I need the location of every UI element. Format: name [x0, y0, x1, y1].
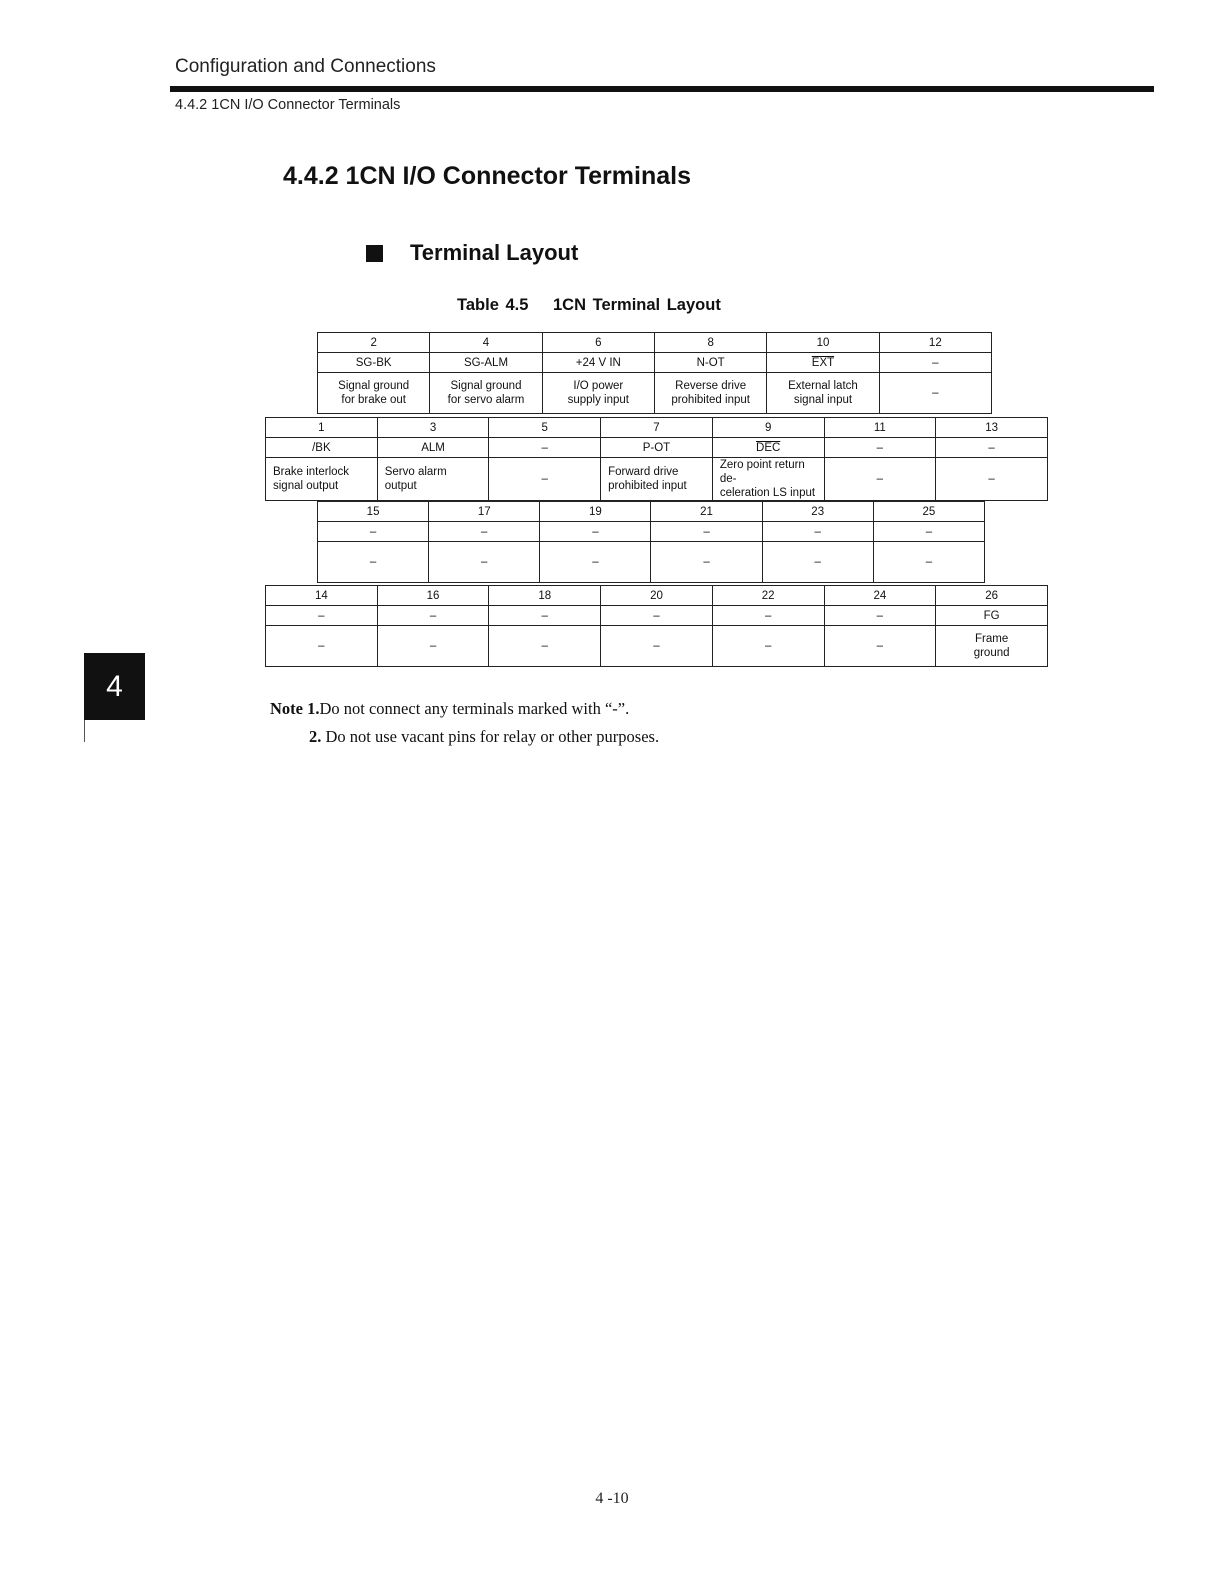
signal-description: –: [377, 626, 489, 667]
chapter-tab: 4: [84, 653, 145, 720]
page-number: 4 -10: [595, 1490, 629, 1507]
signal-name-row: [318, 353, 992, 373]
pin-number: 26: [936, 586, 1048, 606]
signal-description: I/O power supply input: [542, 373, 654, 414]
signal-description: –: [266, 626, 378, 667]
header-rule: [170, 86, 1154, 92]
chapter-tab-rule: [84, 720, 85, 742]
signal-name: P-OT: [601, 438, 713, 458]
signal-name: –: [712, 606, 824, 626]
section-title: 4.4.2 1CN I/O Connector Terminals: [283, 162, 691, 190]
signal-description: –: [936, 458, 1048, 501]
pin-number: 15: [318, 502, 429, 522]
signal-description: –: [601, 626, 713, 667]
signal-name: SG-BK: [318, 353, 430, 373]
pin-number: 23: [762, 502, 873, 522]
square-bullet-icon: [366, 245, 383, 262]
pin-number: 14: [266, 586, 378, 606]
pin-number: 16: [377, 586, 489, 606]
terminal-row-even-top: [317, 332, 992, 414]
terminal-row-odd-top: [265, 417, 1048, 501]
signal-description: Signal ground for servo alarm: [430, 373, 542, 414]
signal-name: SG-ALM: [430, 353, 542, 373]
signal-description: Forward drive prohibited input: [601, 458, 713, 501]
sub-title-text: Terminal Layout: [410, 240, 579, 265]
signal-description: External latch signal input: [767, 373, 879, 414]
signal-description: –: [762, 542, 873, 583]
description-row: [318, 542, 985, 583]
pin-number-row: [318, 333, 992, 353]
pin-number: 22: [712, 586, 824, 606]
pin-number: 17: [429, 502, 540, 522]
description-row: [266, 626, 1048, 667]
description-row: [266, 458, 1048, 501]
pin-number: 18: [489, 586, 601, 606]
table-caption-title: 1CN Terminal Layout: [553, 296, 721, 314]
signal-description: –: [489, 626, 601, 667]
signal-description: –: [489, 458, 601, 501]
signal-name: /BK: [266, 438, 378, 458]
pin-number: 9: [712, 418, 824, 438]
signal-name-row: [318, 522, 985, 542]
pin-number: 2: [318, 333, 430, 353]
signal-description: –: [712, 626, 824, 667]
signal-name: –: [489, 438, 601, 458]
pin-number: 11: [824, 418, 936, 438]
signal-description: –: [540, 542, 651, 583]
pin-number-row: [266, 586, 1048, 606]
running-header-subsection: 4.4.2 1CN I/O Connector Terminals: [175, 97, 401, 113]
terminal-row-odd-bottom: [317, 501, 985, 583]
note-2-text: Do not use vacant pins for relay or other purposes.: [325, 727, 660, 746]
description-row: [318, 373, 992, 414]
signal-name: –: [762, 522, 873, 542]
pin-number: 21: [651, 502, 762, 522]
signal-description: Frame ground: [936, 626, 1048, 667]
signal-name: $\overline{DEC}$: [712, 438, 824, 458]
pin-number: 25: [873, 502, 984, 522]
pin-number-row: [318, 502, 985, 522]
signal-description: –: [824, 626, 936, 667]
pin-number: 10: [767, 333, 879, 353]
pin-number: 4: [430, 333, 542, 353]
pin-number: 7: [601, 418, 713, 438]
pin-number: 24: [824, 586, 936, 606]
pin-number: 8: [654, 333, 766, 353]
terminal-row-even-bottom: [265, 585, 1048, 667]
pin-number-row: [266, 418, 1048, 438]
signal-description: Brake interlock signal output: [266, 458, 378, 501]
signal-name: –: [266, 606, 378, 626]
signal-description: –: [824, 458, 936, 501]
signal-description: Servo alarm output: [377, 458, 489, 501]
signal-description: Zero point return de- celeration LS input: [712, 458, 824, 501]
sub-title: [366, 240, 578, 266]
signal-name: –: [651, 522, 762, 542]
note-1-text: Do not connect any terminals marked with “-”.: [319, 699, 630, 718]
signal-description: –: [429, 542, 540, 583]
signal-name: –: [873, 522, 984, 542]
signal-description: –: [318, 542, 429, 583]
note-2: [270, 726, 659, 754]
signal-name: FG: [936, 606, 1048, 626]
note-label: Note 1.: [270, 699, 320, 718]
signal-name: +24 V IN: [542, 353, 654, 373]
signal-description: Signal ground for brake out: [318, 373, 430, 414]
pin-number: 19: [540, 502, 651, 522]
notes: [270, 698, 659, 754]
signal-name: –: [377, 606, 489, 626]
signal-name: –: [824, 438, 936, 458]
signal-name: –: [429, 522, 540, 542]
table-caption: [457, 296, 721, 315]
signal-name: –: [824, 606, 936, 626]
running-header-section: Configuration and Connections: [175, 56, 436, 77]
signal-name: –: [601, 606, 713, 626]
pin-number: 20: [601, 586, 713, 606]
pin-number: 3: [377, 418, 489, 438]
signal-name: ALM: [377, 438, 489, 458]
signal-name: –: [936, 438, 1048, 458]
signal-description: –: [651, 542, 762, 583]
signal-name-row: [266, 606, 1048, 626]
signal-name: $\overline{EXT}$: [767, 353, 879, 373]
signal-name-row: [266, 438, 1048, 458]
pin-number: 5: [489, 418, 601, 438]
signal-description: Reverse drive prohibited input: [654, 373, 766, 414]
signal-description: –: [873, 542, 984, 583]
pin-number: 1: [266, 418, 378, 438]
signal-name: –: [489, 606, 601, 626]
note-2-number: 2.: [309, 727, 322, 746]
signal-name: –: [879, 353, 991, 373]
pin-number: 12: [879, 333, 991, 353]
table-caption-number: Table 4.5: [457, 296, 529, 314]
signal-description: –: [879, 373, 991, 414]
pin-number: 6: [542, 333, 654, 353]
note-1: [270, 698, 659, 726]
pin-number: 13: [936, 418, 1048, 438]
signal-name: –: [540, 522, 651, 542]
signal-name: N-OT: [654, 353, 766, 373]
signal-name: –: [318, 522, 429, 542]
